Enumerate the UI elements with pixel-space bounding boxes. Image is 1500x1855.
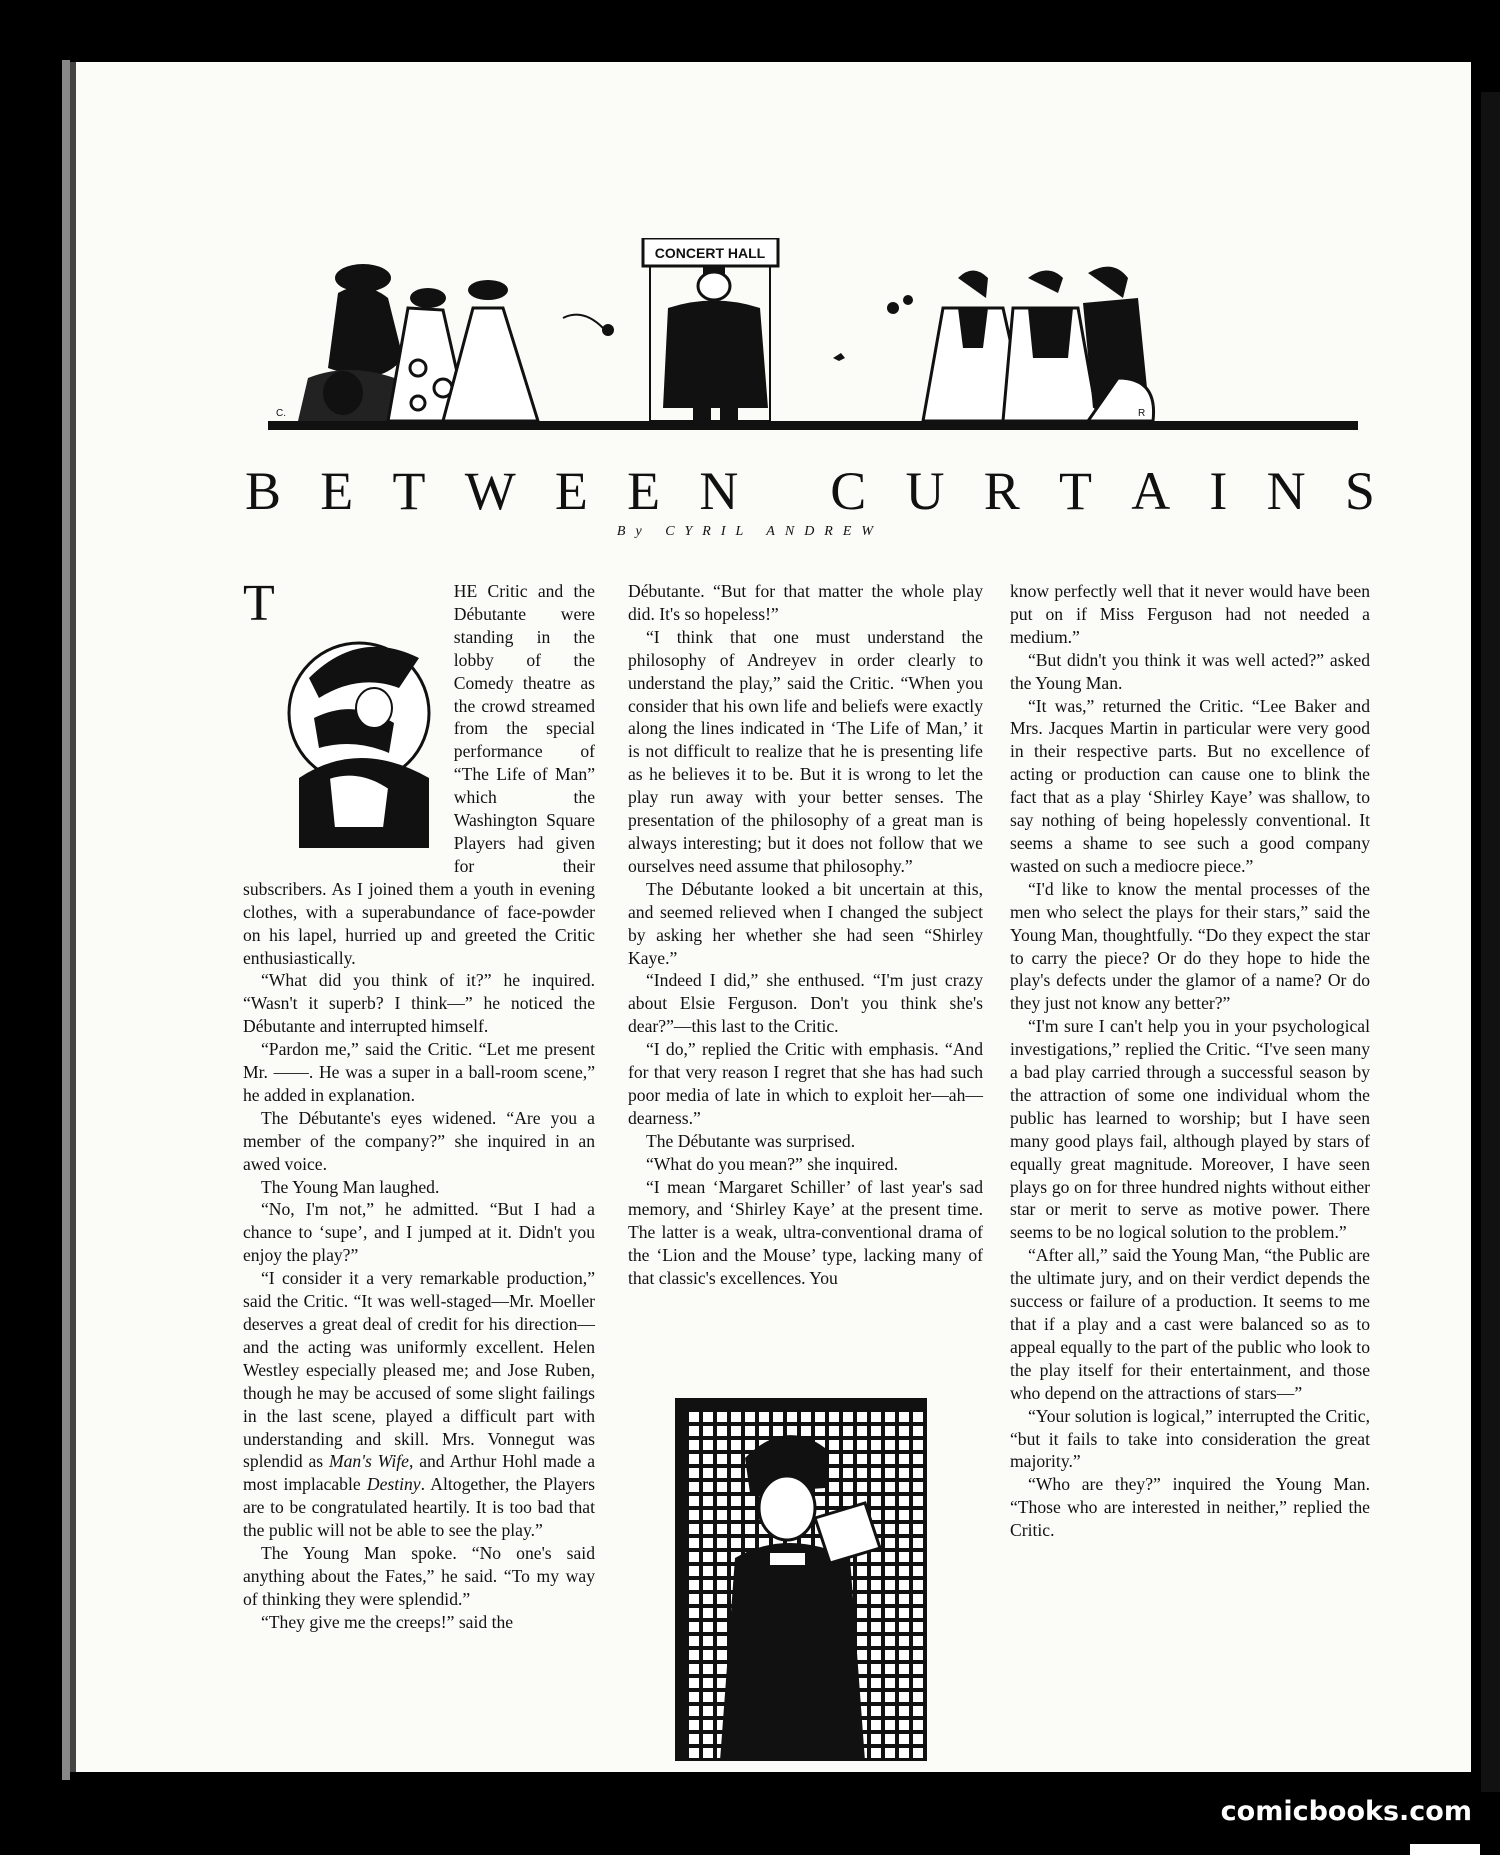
column-3 [1010, 580, 1370, 1542]
svg-text:R: R [1138, 408, 1146, 419]
paragraph: “I'm sure I can't help you in your psychological investigations,” replied the Critic. “I've seen many a bad play carried through a successful season by the attraction of some one individual whom the public has learned to worship; but I have seen many good plays fail, although played by stars of equally great magnitude. Moreover, I have seen plays go on for three hundred nights without either star or merit to serve as motive power. There seems to be no logical solution to the problem.” [1010, 1016, 1370, 1243]
title-letter: R [983, 461, 1020, 521]
watermark: comicbooks.com [1220, 1796, 1472, 1827]
title-letter: B [245, 461, 282, 521]
paragraph: The Young Man spoke. “No one's said anything about the Fates,” he said. “To my way of thinking they were splendid.” [243, 1543, 595, 1609]
column-2 [628, 580, 983, 1290]
paragraph: “It was,” returned the Critic. “Lee Baker and Mrs. Jacques Martin in particular were very good in their respective parts. But no excellence of acting or production can cause one to blink the fact that as a play ‘Shirley Kaye’ was shallow, to say nothing of being hopelessly conventional. It seems a shame to see such a good company wasted on such a mediocre piece.” [1010, 695, 1370, 876]
paragraph: “They give me the creeps!” said the [261, 1611, 514, 1632]
column-1 [243, 575, 596, 1634]
title-letter: A [1131, 461, 1171, 521]
title-letter: E [627, 461, 661, 521]
title-letter: S [1344, 461, 1375, 521]
paragraph: The Young Man laughed. [261, 1176, 440, 1197]
paragraph: T HE Critic and the Débutante were standing in the lobby of the Comedy theatre as the crowd streamed from the special performance of “The Life of Man” which the Washington Square Players had given for their subscribers. As I joined them a youth in evening clothes, with a superabundance of face-powder on his lapel, hurried up and greeted the Critic enthusiastically. [243, 575, 595, 968]
title-letter: T [392, 461, 426, 521]
title-letter: W [464, 461, 516, 521]
paragraph: “What did you think of it?” he inquired. “Wasn't it superb? I think—” he noticed the Débutante and interrupted himself. [243, 970, 595, 1037]
title-letter: C [830, 461, 867, 521]
paragraph: “I consider it a very remarkable production,” said the Critic. “It was well-staged—Mr. Moeller deserves a great deal of credit for his direction—and the acting was uniformly excellent. Helen Westley especially pleased me; and Jose Ruben, though he may be accused of some slight failings in the last scene, played a difficult part with understanding and skill. Mrs. Vonnegut was splendid as Man's Wife, and Arthur Hohl made a most implacable Destiny. Altogether, the Players are to be congratulated heartily. It is too bad that the public will not be able to see the play.” [243, 1268, 596, 1541]
paragraph: know perfectly well that it never would have been put on if Miss Ferguson had not needed a medium.” [1010, 581, 1370, 647]
paragraph: “I'd like to know the mental processes of the men who select the plays for their stars,” said the Young Man, thoughtfully. “Do they expect the star to carry the piece? Or do they hope to hide the play's defects under the glamor of a name? Or do they just not know any better?” [1010, 878, 1370, 1014]
paragraph: “Your solution is logical,” interrupted the Critic, “but it fails to take into consideration the great majority.” [1010, 1405, 1370, 1472]
svg-text:C.: C. [276, 408, 286, 419]
article-title [245, 460, 1375, 522]
paragraph: Débutante. “But for that matter the whole play did. It's so hopeless!” [628, 581, 983, 624]
header-illustration [268, 238, 1358, 433]
page-gutter [1481, 92, 1500, 1792]
page-spine [62, 60, 70, 1780]
title-letter: E [320, 461, 354, 521]
paragraph: “What do you mean?” she inquired. [646, 1153, 899, 1174]
corner-tag [1410, 1844, 1480, 1855]
title-letter: U [905, 461, 945, 521]
paragraph: “After all,” said the Young Man, “the Public are the ultimate jury, and on their verdict depends the success or failure of a production. It seems to me that if a play and a cast were balanced so as to appeal equally to the part of the public who look to the play itself for their entertainment, and those who depend on the attractions of stars—” [1010, 1245, 1370, 1403]
title-letter [778, 460, 792, 522]
title-letter: N [699, 461, 739, 521]
paragraph: The Débutante looked a bit uncertain at this, and seemed relieved when I changed the subject by asking her whether she had seen “Shirley Kaye.” [628, 878, 983, 968]
drop-cap: T [243, 575, 275, 632]
paragraph: “But didn't you think it was well acted?” asked the Young Man. [1010, 649, 1370, 693]
paragraph: “I think that one must understand the philosophy of Andreyev in order clearly to understand the play,” said the Critic. “When you consider that his own life and beliefs were exactly along the lines indicated in ‘The Life of Man,’ it is not difficult to realize that he is presenting life as he believes it to be. But it is wrong to let the play run away with your better senses. The presentation of the philosophy of a great man is always interesting; but it does not follow that we ourselves need assume that philosophy.” [628, 626, 983, 876]
paragraph: “Pardon me,” said the Critic. “Let me present Mr. ——. He was a super in a ball-room scene,” he added in explanation. [243, 1039, 595, 1105]
byline: By CYRIL ANDREW [616, 524, 884, 539]
woman-reading-checkerboard-illustration [675, 1398, 927, 1761]
title-letter: E [554, 461, 588, 521]
title-letter: T [1058, 461, 1092, 521]
title-letter: N [1266, 461, 1306, 521]
theatre-crowd-drawing [268, 238, 1358, 433]
title-letter: I [1209, 461, 1228, 521]
woman-portrait-illustration [279, 628, 444, 866]
paragraph: “Indeed I did,” she enthused. “I'm just crazy about Elsie Ferguson. Don't you think she's dear?”—this last to the Critic. [628, 970, 983, 1037]
paragraph: The Débutante was surprised. [646, 1130, 856, 1151]
paragraph: “I do,” replied the Critic with emphasis. “And for that very reason I regret that she has had such poor media of late in which to exploit her—ah—dearness.” [628, 1039, 983, 1128]
concert-hall-sign: CONCERT HALL [654, 245, 766, 261]
paragraph: “Who are they?” inquired the Young Man. “Those who are interested in neither,” replied the Critic. [1010, 1474, 1370, 1541]
paragraph: “No, I'm not,” he admitted. “But I had a chance to ‘supe’, and I jumped at it. Didn't you enjoy the play?” [243, 1199, 595, 1266]
paragraph: “I mean ‘Margaret Schiller’ of last year's sad memory, and ‘Shirley Kaye’ at the present time. The latter is a weak, ultra-conventional drama of the ‘Lion and the Mouse’ type, lacking many of that classic's excellences. You [628, 1176, 983, 1289]
paragraph: The Débutante's eyes widened. “Are you a member of the company?” she inquired in an awed voice. [243, 1107, 595, 1174]
